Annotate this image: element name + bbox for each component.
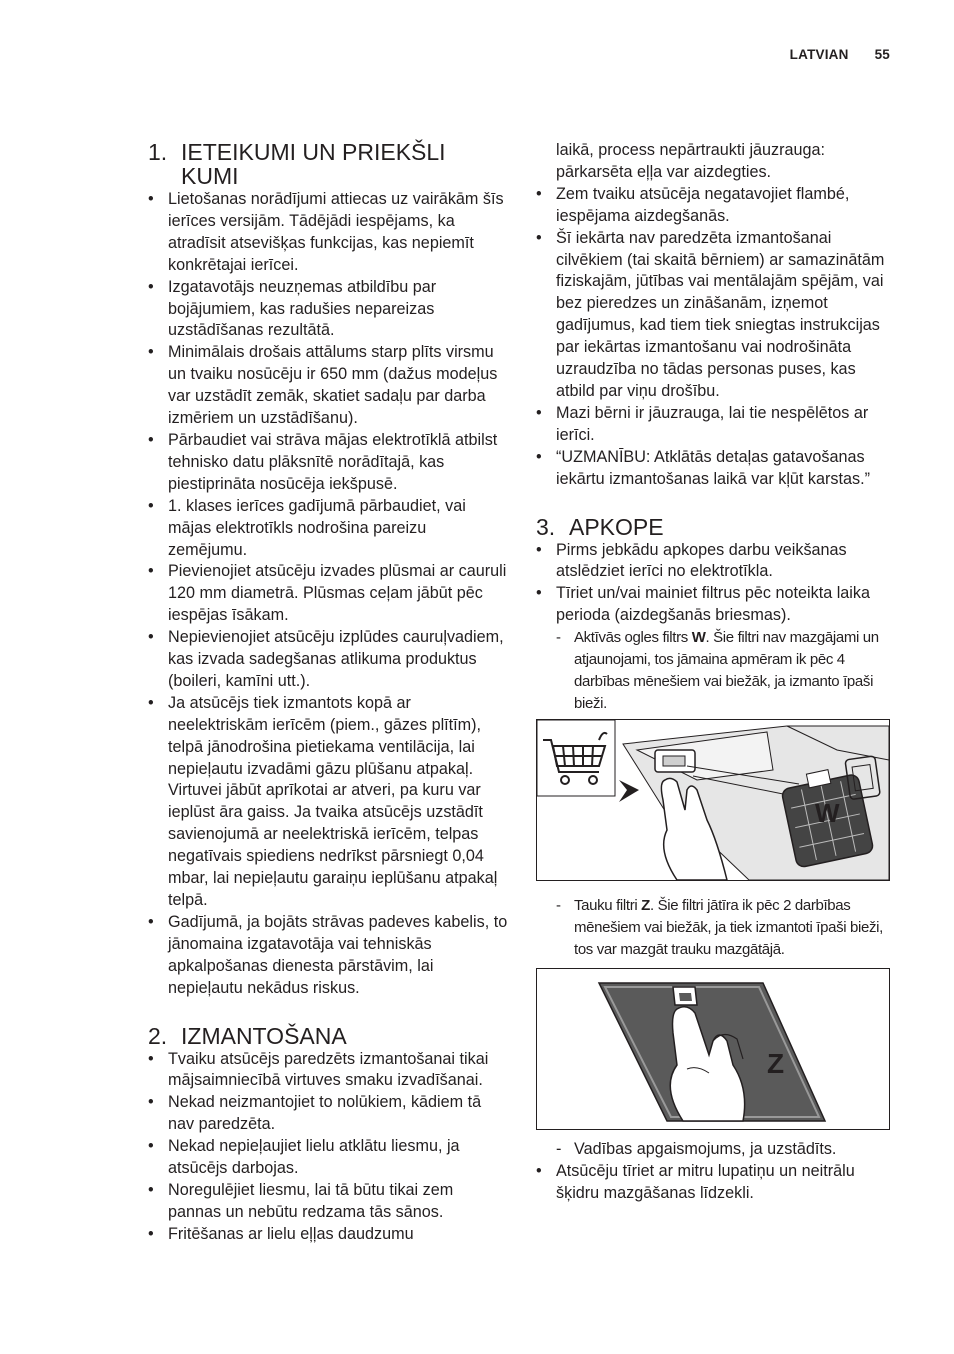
list-item: • Minimālais drošais attālums starp plīts virsmu un tvaiku nosūcēju ir 650 mm (dažus modeļus var uzstādīt zemāk, skatiet sadaļu par darba izmēriem un uzstādīšanu). <box>148 342 508 430</box>
list-item: • Tvaiku atsūcējs paredzēts izmantošanai tikai mājsaimniecībā virtuves smaku izvadīšanai. <box>148 1049 508 1093</box>
filter-z-label: Z <box>767 1048 785 1080</box>
list-item: • Tīriet un/vai mainiet filtrus pēc noteikta laika perioda (aizdegšanās briesmas). <box>536 583 896 627</box>
list-item: • “UZMANĪBU: Atklātās detaļas gatavošanas iekārtu izmantošanas laikā var kļūt karstas.” <box>536 447 896 491</box>
section-3-list <box>536 540 896 715</box>
list-item: • Mazi bērni ir jāuzrauga, lai tie nespēlētos ar ierīci. <box>536 403 896 447</box>
list-item-continuation: laikā, process nepārtraukti jāuzrauga: pārkarsēta eļļa var aizdegties. <box>556 141 826 181</box>
list-item: • Atsūcēju tīriet ar mitru lupatiņu un neitrālu šķidru mazgāšanas līdzekli. <box>536 1161 896 1205</box>
right-column <box>536 140 896 1205</box>
sub-item-grease-filter: - Tauku filtri Z. Šie filtri jātīra ik pēc 2 darbības mēnešiem vai biežāk, ja tiek izmantoti īpaši bieži, tos var mazgāt trauku mazgātājā. <box>536 895 896 961</box>
section-1-list <box>148 189 508 1000</box>
carbon-filter-drawing <box>537 720 889 880</box>
carbon-filter-illustration <box>536 719 890 881</box>
grease-filter-illustration <box>536 968 890 1130</box>
section-3-title: APKOPE <box>569 513 664 540</box>
language-label: LATVIAN <box>789 47 849 62</box>
list-item: • Gadījumā, ja bojāts strāvas padeves kabelis, to jānomaina izgatavotāja vai tehniskās apkalpošanas dienesta pārstāvim, lai nepieļautu nekādus riskus. <box>148 912 508 1000</box>
list-item: • Fritēšanas ar lielu eļļas daudzumu <box>148 1224 508 1246</box>
list-item: • Izgatavotājs neuzņemas atbildību par bojājumiem, kas radušies nepareizas uzstādīšanas rezultātā. <box>148 277 508 343</box>
sub-item-lighting: - Vadības apgaismojums, ja uzstādīts. <box>536 1139 896 1161</box>
left-column <box>148 140 508 1246</box>
section-2-list-continued <box>536 184 896 491</box>
list-item: • Lietošanas norādījumi attiecas uz vairākām šīs ierīces versijām. Tādējādi iespējams, ka atradīsit atsevišķas funkcijas, kas nepiemīt konkrētajai ierīcei. <box>148 189 508 277</box>
list-item: • Nepievienojiet atsūcēju izplūdes cauruļvadiem, kas izvada sadegšanas atlikuma produktus (boileri, kamīni utt.). <box>148 627 508 693</box>
page-number: 55 <box>874 47 890 62</box>
list-item: • Ja atsūcējs tiek izmantots kopā ar neelektriskām ierīcēm (piem., gāzes plītīm), telpā jānodrošina pietiekama ventilācija, lai nepieļautu izvadāmi gāzu plūšanu atpakaļ. Virtuvei jābūt aprīkotai ar atveri, pa kuru var ieplūst āra gaiss. Ja tvaika atsūcējs uzstādīt savienojumā ar neelektriskā ierīcēm, telpas negatīvais spiediens nedrīkst pārsniegt 0,04 mbar, lai nepieļautu garaiņu ieplūšanu atpakaļ telpā. <box>148 693 508 912</box>
section-2-heading: 2. IZMANTOŠANA <box>148 1024 508 1048</box>
section-1-title: IETEIKUMI UN PRIEKŠLI KUMI <box>181 139 446 189</box>
list-item: • 1. klases ierīces gadījumā pārbaudiet, vai mājas elektrotīkls nodrošina pareizu zemējumu. <box>148 496 508 562</box>
section-3-heading: 3. APKOPE <box>536 515 896 539</box>
sub-item-carbon-filter: - Aktīvās ogles filtrs W. Šie filtri nav mazgājami un atjaunojami, tos jāmaina apmēram ik pēc 4 darbības mēnešiem vai biežāk, ja izmanto īpaši bieži. <box>536 627 896 715</box>
page-header <box>790 47 890 62</box>
list-item: • Nekad nepieļaujiet lielu atklātu liesmu, ja atsūcējs darbojas. <box>148 1136 508 1180</box>
list-item: • Pārbaudiet vai strāva mājas elektrotīklā atbilst tehnisko datu plāksnītē norādītajā, kas piestiprināta nosūcēja iekšpusē. <box>148 430 508 496</box>
section-1-heading: 1. IETEIKUMI UN PRIEKŠLI KUMI <box>148 140 508 188</box>
chevron-right-icon <box>619 780 639 802</box>
section-2-title: IZMANTOŠANA <box>181 1022 347 1049</box>
list-item: • Noregulējiet liesmu, lai tā būtu tikai zem pannas un nebūtu redzama tās sānos. <box>148 1180 508 1224</box>
section-2-list <box>148 1049 508 1246</box>
list-item: • Šī iekārta nav paredzēta izmantošanai cilvēkiem (tai skaitā bērniem) ar samazinātām fiziskajām, jūtības vai mentālajām spējām, vai bez pieredzes un zināšanām, izņemot gadījumus, kad tiem tiek sniegtas instrukcijas par iekārtas izmantošanu vai nodrošināta uzraudzība no tādas personas puses, kas atbild par viņu drošību. <box>536 228 896 403</box>
list-item: • Nekad neizmantojiet to nolūkiem, kādiem tā nav paredzēta. <box>148 1092 508 1136</box>
grease-filter-drawing <box>537 969 889 1129</box>
list-item: • Zem tvaiku atsūcēja negatavojiet flambé, iespējama aizdegšanās. <box>536 184 896 228</box>
filter-w-label: W <box>815 797 840 828</box>
list-item: • Pirms jebkādu apkopes darbu veikšanas atslēdziet ierīci no elektrotīkla. <box>536 540 896 584</box>
list-item: • Pievienojiet atsūcēju izvades plūsmai ar cauruli 120 mm diametrā. Plūsmas ceļam jābūt pēc iespējas īsākam. <box>148 561 508 627</box>
